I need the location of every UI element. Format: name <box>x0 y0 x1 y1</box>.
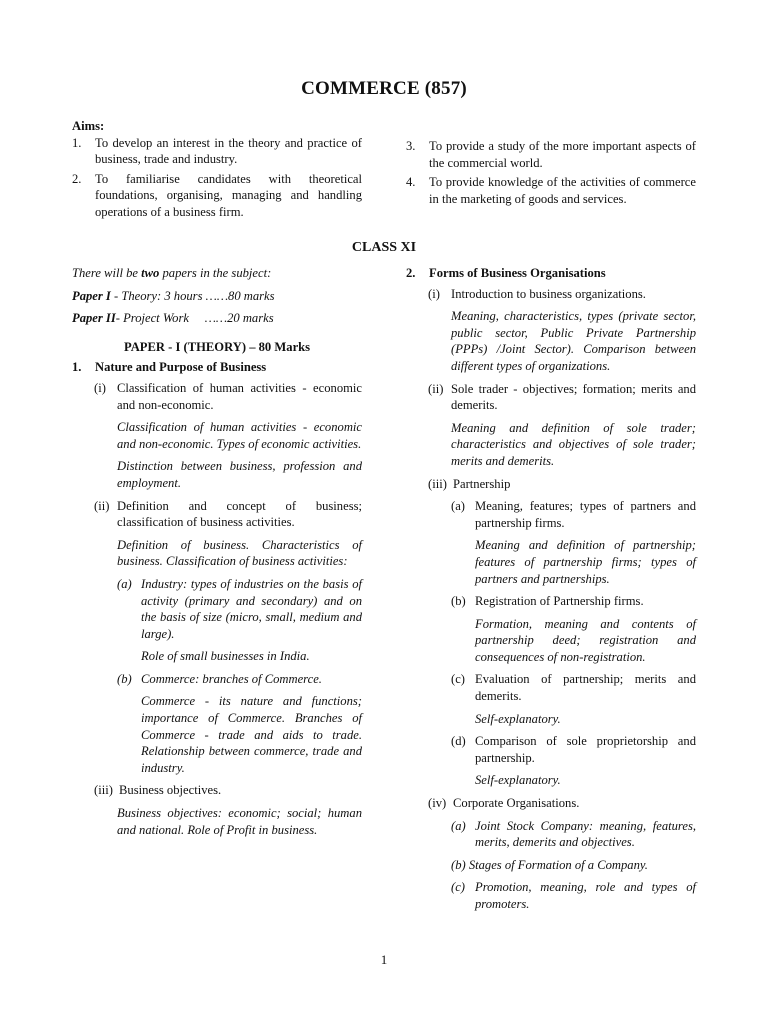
subtopic-item: (b) Registration of Partnership firms. <box>451 594 644 609</box>
aim-number: 2. <box>72 171 82 186</box>
subtopic-item: (ii) Sole trader - objectives; formation; merits and demerits. <box>428 381 696 413</box>
aim-item <box>406 174 696 207</box>
page-number: 1 <box>380 952 388 967</box>
subtopic-item: (a) Meaning, features; types of partners and partnership firms. <box>451 499 696 530</box>
aim-number: 4. <box>406 175 416 190</box>
subtopic-item: (d) Comparison of sole proprietorship and partnership. <box>451 734 696 765</box>
paper-heading: PAPER - I (THEORY) – 80 Marks <box>123 339 311 354</box>
aims-left-column <box>72 118 362 224</box>
papers-intro: There will be two papers in the subject: <box>72 266 272 280</box>
right-column <box>406 265 696 913</box>
subtopic-note: Meaning, characteristics, types (private sector, public sector, Public Private Partnership (PPPs) /Joint Sector). Comparison between different types of organizations. <box>451 309 696 373</box>
subtopic-item: (c) Promotion, meaning, role and types of promoters. <box>451 880 696 911</box>
subtopic-note: Definition of business. Characteristics of business. Classification of business activities: <box>117 537 362 569</box>
paper-one-line: Paper I - Theory: 3 hours ……80 marks <box>72 288 275 303</box>
section-heading: 2. Forms of Business Organisations <box>406 266 606 280</box>
subtopic-item: (i) Classification of human activities - economic and non-economic. <box>94 380 362 412</box>
subtopic-item: (a) Industry: types of industries on the basis of activity (primary and secondary) and on the basis of size (micro, small, medium and large). <box>117 576 362 641</box>
subtopic-note: Self-explanatory. <box>475 711 561 726</box>
aim-item <box>406 138 696 171</box>
subtopic-item: (ii) Definition and concept of business; classification of business activities. <box>94 498 362 530</box>
subtopic-item: (c) Evaluation of partnership; merits and demerits. <box>451 672 696 704</box>
section-heading: 1. Nature and Purpose of Business <box>72 360 267 375</box>
aim-number: 1. <box>72 135 82 150</box>
subtopic-note: Formation, meaning and contents of partnership deed; registration and consequences of non-registration. <box>475 616 696 664</box>
aim-text: To provide knowledge of the activities of commerce in the marketing of goods and services. <box>429 175 696 206</box>
subtopic-note: Business objectives: economic; social; human and national. Role of Profit in business. <box>117 806 362 837</box>
aim-text: To develop an interest in the theory and practice of business, trade and industry. <box>95 135 362 167</box>
aims-right-column <box>406 138 696 210</box>
subtopic-note: Classification of human activities - economic and non-economic. Types of economic activities. <box>117 420 362 451</box>
aim-item <box>72 171 362 221</box>
page-title: COMMERCE (857) <box>301 78 467 99</box>
subtopic-note: Self-explanatory. <box>475 773 561 788</box>
subtopic-item: (b) Commerce: branches of Commerce. <box>117 671 322 686</box>
subtopic-note: Distinction between business, profession and employment. <box>117 459 362 490</box>
aims-heading: Aims: <box>72 119 105 133</box>
subtopic-note: Role of small businesses in India. <box>141 649 310 664</box>
subtopic-item: (iii) Business objectives. <box>94 783 222 798</box>
subtopic-item: (b) Stages of Formation of a Company. <box>451 857 648 872</box>
subtopic-note: Meaning and definition of sole trader; characteristics and objectives of sole trader; merits and demerits. <box>451 420 696 468</box>
class-heading: CLASS XI <box>351 240 417 255</box>
aim-text: To familiarise candidates with theoretical foundations, organising, managing and handling operations of a business firm. <box>95 171 362 219</box>
subtopic-item: (a) Joint Stock Company: meaning, features, merits, demerits and objectives. <box>451 818 696 850</box>
paper-two-line: Paper II- Project Work ……20 marks <box>72 311 274 326</box>
aim-item <box>72 135 362 168</box>
subtopic-note: Meaning and definition of partnership; features of partnership firms; types of partners and partnerships. <box>475 538 696 586</box>
subtopic-note: Commerce - its nature and functions; importance of Commerce. Branches of Commerce - trade and aids to trade. Relationship between commerce, trade and industry. <box>141 694 362 775</box>
subtopic-item: (iv) Corporate Organisations. <box>428 796 580 811</box>
aim-number: 3. <box>406 139 416 153</box>
subtopic-item: (iii) Partnership <box>428 476 511 491</box>
left-column <box>72 265 362 838</box>
subtopic-item: (i) Introduction to business organizations. <box>428 286 646 301</box>
aim-text: To provide a study of the more important aspects of the commercial world. <box>429 139 696 170</box>
